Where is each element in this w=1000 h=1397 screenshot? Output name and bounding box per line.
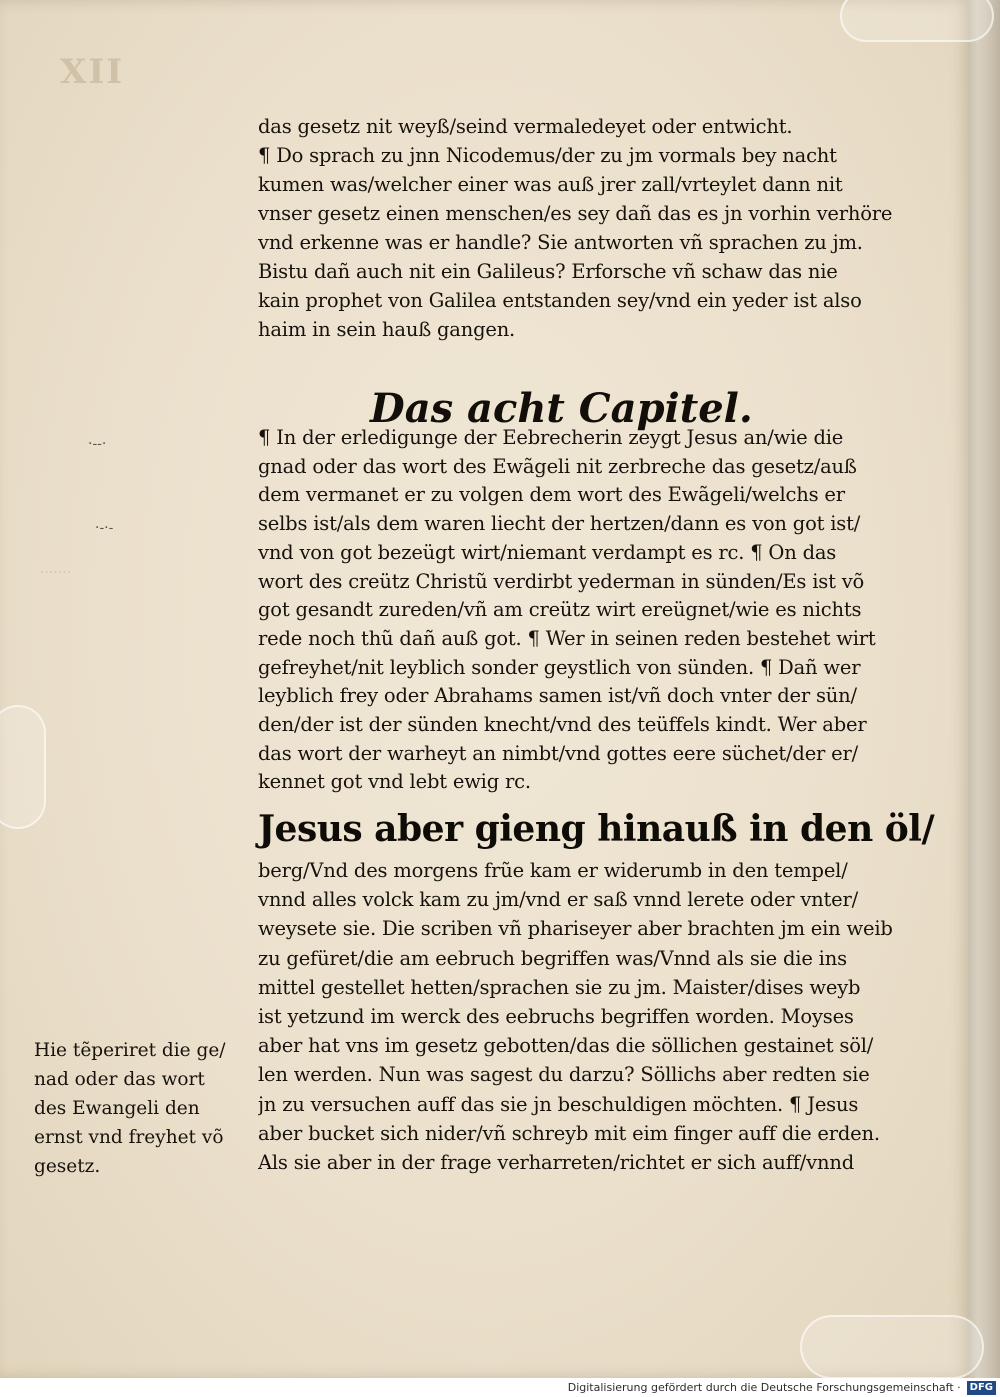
text-line: ¶ In der erledigunge der Eebrecherin zeygt Jesus an/wie die [258,426,844,449]
page-clip [840,0,994,42]
text-line: aber hat vns im gesetz gebotten/das die söllichen gestainet söl/ [258,1034,874,1058]
text-line: dem vermanet er zu volgen dem wort des Ewãgeli/welchs er [258,483,845,507]
text-line: rede noch thũ dañ auß got. ¶ Wer in seinen reden bestehet wirt [258,626,876,650]
page-edge [968,0,1000,1378]
page-clip [0,705,46,829]
text-line: vnd erkenne was er handle? Sie antworten vñ sprachen zu jm. [258,231,863,254]
text-line: das wort der warheyt an nimbt/vnd gottes eere süchet/der er/ [258,741,858,765]
margin-mark: ·-·- [95,520,114,536]
text-line: Als sie aber in der frage verharreten/richtet er sich auff/vnnd [258,1151,854,1174]
text-line: got gesandt zureden/vñ am creütz wirt ereügnet/wie es nichts [258,598,862,622]
margin-mark: ·--· [88,436,107,452]
text-line: kain prophet von Galilea entstanden sey/vnd ein yeder ist also [258,289,862,312]
text-line: vnnd alles volck kam zu jm/vnd er saß vnnd lerete oder vnter/ [258,888,858,912]
opening-line: Jesus aber gieng hinauß in den öl/ [258,808,935,850]
text-line: kennet got vnd lebt ewig rc. [258,770,531,794]
text-line: weysete sie. Die scriben vñ phariseyer aber brachten jm ein weib [258,917,893,941]
text-line: Bistu dañ auch nit ein Galileus? Erforsche vñ schaw das nie [258,260,838,283]
text-line: wort des creütz Christũ verdirbt yederman in sünden/Es ist võ [258,569,865,593]
text-line: den/der ist der sünden knecht/vnd des teüffels kindt. Wer aber [258,713,867,736]
text-line: mittel gestellet hetten/sprachen sie zu jm. Maister/dises weyb [258,975,861,999]
dfg-logo: DFG [967,1381,996,1395]
text-line: aber bucket sich nider/vñ schreyb mit eim finger auff die erden. [258,1121,880,1145]
text-line: haim in sein hauß gangen. [258,318,516,341]
text-line: gefreyhet/nit leyblich sonder geystlich von sünden. ¶ Dañ wer [258,655,861,679]
footer [0,1378,1000,1397]
text-line: berg/Vnd des morgens frũe kam er widerumb in den tempel/ [258,859,848,882]
text-line: gnad oder das wort des Ewãgeli nit zerbreche das gesetz/auß [258,454,857,478]
text-line: vnd von got bezeügt wirt/niemant verdampt es rc. ¶ On das [258,540,837,564]
text-line: kumen was/welcher einer was auß jrer zall/vrteylet dann nit [258,173,843,196]
text-line: jn zu versuchen auff das sie jn beschuldigen möchten. ¶ Jesus [258,1092,859,1116]
margin-note-line: ernst vnd freyhet võ [34,1127,224,1148]
bleed-through: ······· [40,565,72,581]
margin-note-line: nad oder das wort [34,1069,205,1090]
text-line: ¶ Do sprach zu jnn Nicodemus/der zu jm vormals bey nacht [258,144,837,167]
page-clip [800,1315,984,1379]
text-line: vnser gesetz einen menschen/es sey dañ das es jn vorhin verhöre [258,202,893,225]
margin-note-line: Hie tẽperiret die ge/ [34,1040,226,1061]
text-line: leyblich frey oder Abrahams samen ist/vñ doch vnter der sün/ [258,684,857,708]
margin-note-line: gesetz. [34,1156,101,1177]
footer-credit: Digitalisierung gefördert durch die Deutsche Forschungsgemeinschaft · [567,1381,961,1394]
chapter-title: Das acht Capitel. [370,385,753,432]
folio-number: XII [60,52,125,92]
text-line: das gesetz nit weyß/seind vermaledeyet oder entwicht. [258,115,793,138]
text-line: ist yetzund im werck des eebruchs begriffen worden. Moyses [258,1005,854,1028]
text-line: selbs ist/als dem waren liecht der hertzen/dann es von got ist/ [258,512,861,536]
margin-note-line: des Ewangeli den [34,1098,200,1119]
text-line: len werden. Nun was sagest du darzu? Söllichs aber redten sie [258,1063,870,1087]
text-line: zu gefüret/die am eebruch begriffen was/Vnnd als sie die ins [258,946,847,970]
